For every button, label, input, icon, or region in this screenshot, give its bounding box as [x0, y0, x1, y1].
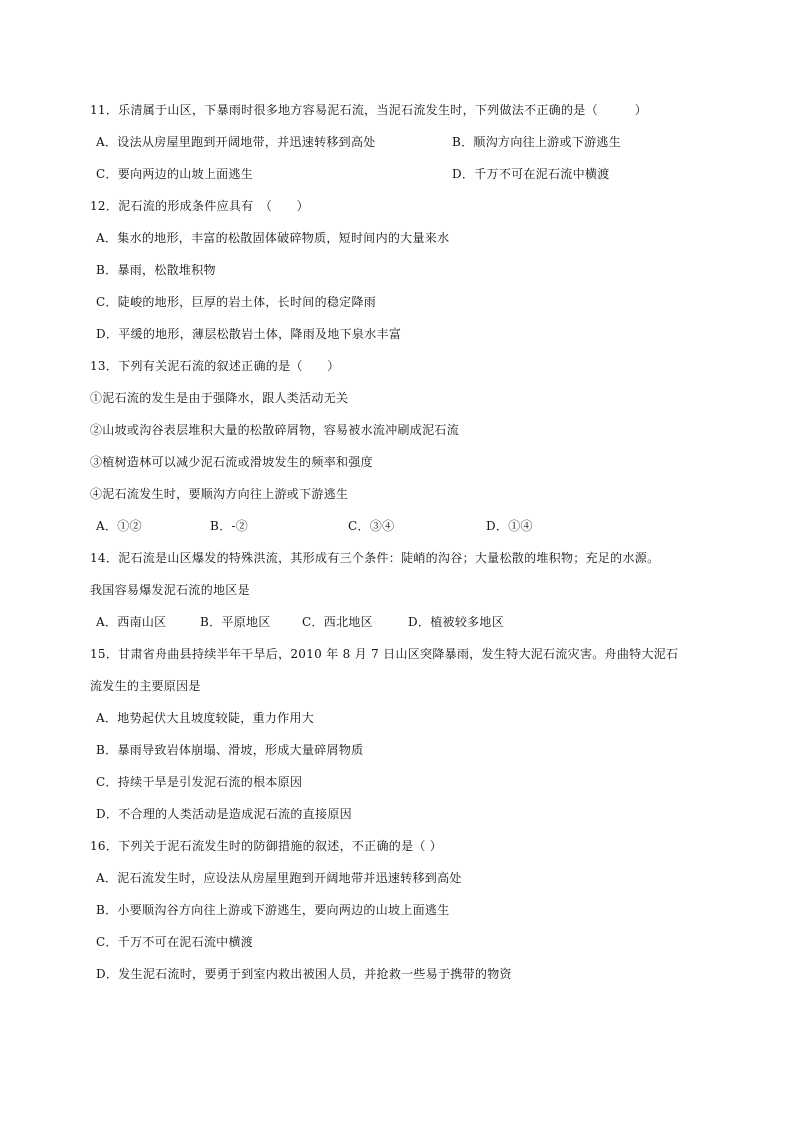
question-14-option-a: A．西南山区	[96, 615, 167, 629]
question-14-option-c: C．西北地区	[302, 615, 373, 629]
question-15-option-c: C．持续干旱是引发泥石流的根本原因	[96, 775, 303, 789]
question-15-option-a: A．地势起伏大且坡度较陡，重力作用大	[96, 711, 315, 725]
question-13-option-a: A．①②	[96, 519, 142, 533]
question-12-option-b: B．暴雨，松散堆积物	[96, 263, 216, 277]
question-11-option-b: B．顺沟方向往上游或下游逃生	[452, 135, 622, 149]
question-13-statement-1: ①泥石流的发生是由于强降水，跟人类活动无关	[90, 391, 349, 405]
question-13-option-c: C．③④	[348, 519, 395, 533]
question-16-option-c: C．千万不可在泥石流中横渡	[96, 935, 254, 949]
question-13-statement-3: ③植树造林可以减少泥石流或滑坡发生的频率和强度	[90, 455, 373, 469]
question-15-stem-line-1: 15．甘肃省舟曲县持续半年干旱后，2010 年 8 月 7 日山区突降暴雨，发生特大泥石流灾害。舟曲特大泥石	[90, 647, 679, 661]
question-15-stem-line-2: 流发生的主要原因是	[90, 679, 201, 693]
question-12-option-c: C．陡峻的地形，巨厚的岩土体，长时间的稳定降雨	[96, 295, 377, 309]
question-11-stem: 11．乐清属于山区，下暴雨时很多地方容易泥石流，当泥石流发生时，下列做法不正确的是（ ）	[90, 103, 648, 117]
question-15-option-b: B．暴雨导致岩体崩塌、滑坡，形成大量碎屑物质	[96, 743, 364, 757]
question-13-stem: 13．下列有关泥石流的叙述正确的是（ ）	[90, 359, 340, 373]
question-16-option-a: A．泥石流发生时，应设法从房屋里跑到开阔地带并迅速转移到高处	[96, 871, 462, 885]
question-11-option-c: C．要向两边的山坡上面逃生	[96, 167, 254, 181]
question-12-option-a: A．集水的地形，丰富的松散固体破碎物质，短时间内的大量来水	[96, 231, 450, 245]
question-11-option-d: D．千万不可在泥石流中横渡	[452, 167, 610, 181]
question-12-option-d: D．平缓的地形，薄层松散岩土体，降雨及地下泉水丰富	[96, 327, 402, 341]
question-13-statement-4: ④泥石流发生时，要顺沟方向往上游或下游逃生	[90, 487, 349, 501]
question-12-stem: 12．泥石流的形成条件应具有 （ ）	[90, 199, 309, 213]
question-13-option-d: D．①④	[486, 519, 533, 533]
question-13-option-b: B．-②	[210, 519, 249, 533]
question-14-stem-line-1: 14．泥石流是山区爆发的特殊洪流，其形成有三个条件：陡峭的沟谷；大量松散的堆积物；充足的水源。	[90, 551, 660, 565]
question-16-option-d: D．发生泥石流时，要勇于到室内救出被困人员，并抢救一些易于携带的物资	[96, 967, 512, 981]
question-13-statement-2: ②山坡或沟谷表层堆积大量的松散碎屑物，容易被水流冲刷成泥石流	[90, 423, 460, 437]
question-16-option-b: B．小要顺沟谷方向往上游或下游逃生，要向两边的山坡上面逃生	[96, 903, 450, 917]
question-14-option-b: B．平原地区	[200, 615, 271, 629]
question-14-option-d: D．植被较多地区	[408, 615, 505, 629]
question-16-stem: 16．下列关于泥石流发生时的防御措施的叙述，不正确的是（ ）	[90, 839, 443, 853]
question-15-option-d: D．不合理的人类活动是造成泥石流的直接原因	[96, 807, 352, 821]
question-11-option-a: A．设法从房屋里跑到开阔地带，并迅速转移到高处	[96, 135, 376, 149]
question-14-stem-line-2: 我国容易爆发泥石流的地区是	[90, 583, 250, 597]
